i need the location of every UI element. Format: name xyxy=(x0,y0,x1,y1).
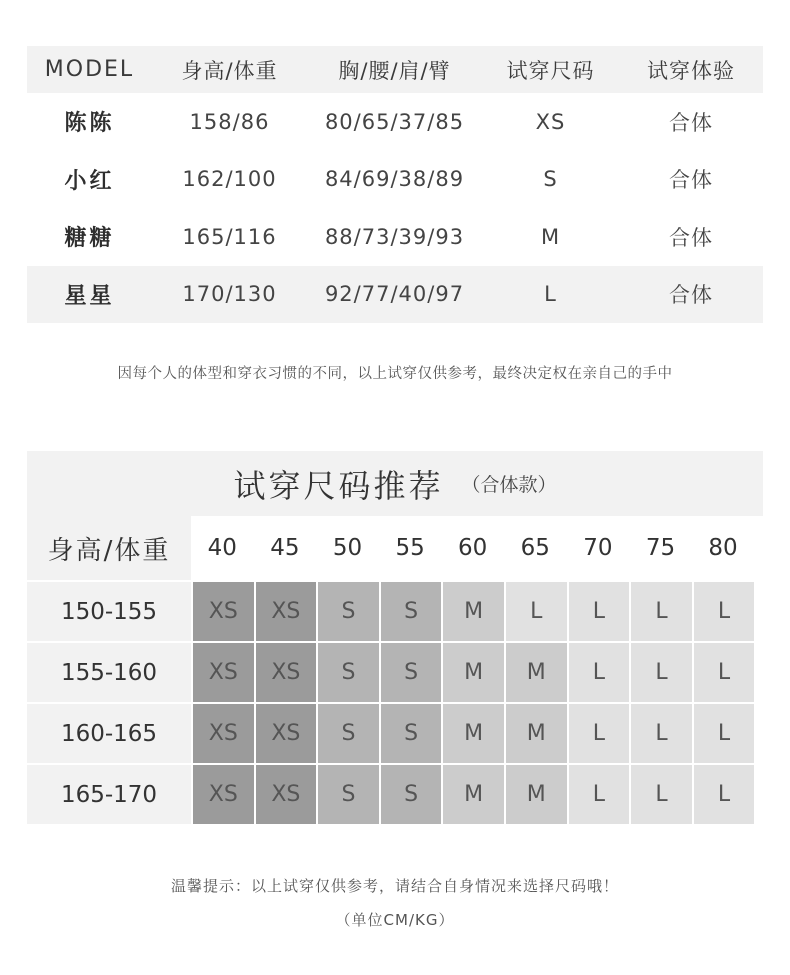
footer-unit: （单位CM/KG） xyxy=(335,911,455,929)
weight-label: 70 xyxy=(583,535,613,561)
model-measures: 92/77/40/97 xyxy=(324,282,465,307)
header-model: MODEL xyxy=(44,57,135,82)
height-range-label: 155-160 xyxy=(27,641,191,702)
row-header-label: 身高/体重 xyxy=(27,516,191,580)
size-cell: XS xyxy=(254,641,317,702)
model-name: 陈陈 xyxy=(64,111,115,137)
size-cell: XS xyxy=(254,580,317,641)
model-hw: 158/86 xyxy=(189,109,270,134)
header-measurements: 胸/腰/肩/臂 xyxy=(338,58,451,83)
weight-header-row xyxy=(27,516,763,580)
model-table xyxy=(27,46,763,323)
size-grid-row xyxy=(27,641,763,702)
size-cell: M xyxy=(504,702,567,763)
weight-label: 55 xyxy=(395,535,425,561)
recommendation-title: 试穿尺码推荐 xyxy=(233,466,444,505)
model-row xyxy=(27,151,763,209)
size-grid-row xyxy=(27,580,763,641)
model-measures: 84/69/38/89 xyxy=(324,167,465,192)
weight-label: 45 xyxy=(270,535,300,561)
size-grid-row xyxy=(27,763,763,824)
size-grid-row xyxy=(27,702,763,763)
weight-label: 60 xyxy=(458,535,488,561)
header-fit: 试穿体验 xyxy=(647,58,735,83)
size-cell: S xyxy=(379,580,442,641)
size-cell: L xyxy=(504,580,567,641)
size-cell: L xyxy=(692,763,755,824)
model-row xyxy=(27,93,763,151)
model-fit: 合体 xyxy=(669,283,713,308)
size-cell: L xyxy=(692,702,755,763)
size-cell: S xyxy=(379,641,442,702)
size-cell: L xyxy=(629,641,692,702)
size-cell: XS xyxy=(254,763,317,824)
size-cell: M xyxy=(504,641,567,702)
header-height-weight: 身高/体重 xyxy=(181,58,278,83)
recommendation-title-bar xyxy=(27,451,763,516)
model-hw: 165/116 xyxy=(182,224,277,249)
height-range-label: 160-165 xyxy=(27,702,191,763)
size-recommendation xyxy=(27,451,763,824)
size-cell: S xyxy=(316,580,379,641)
size-cell: L xyxy=(567,702,630,763)
footer-tip: 温馨提示：以上试穿仅供参考，请结合自身情况来选择尺码哦！ xyxy=(170,877,619,895)
model-hw: 162/100 xyxy=(182,167,277,192)
size-cell: M xyxy=(441,702,504,763)
model-measures: 80/65/37/85 xyxy=(324,109,465,134)
model-size: M xyxy=(540,224,561,249)
size-cell: S xyxy=(379,763,442,824)
size-cell: L xyxy=(567,763,630,824)
weight-label: 80 xyxy=(708,535,738,561)
size-cell: L xyxy=(692,580,755,641)
size-cell: XS xyxy=(191,763,254,824)
weight-label: 50 xyxy=(332,535,363,561)
header-size: 试穿尺码 xyxy=(506,58,595,83)
model-name: 星星 xyxy=(64,283,115,309)
model-row xyxy=(27,208,763,266)
model-name: 糖糖 xyxy=(64,226,115,252)
recommendation-subtitle: （合体款） xyxy=(461,474,557,496)
size-cell: S xyxy=(379,702,442,763)
size-cell: M xyxy=(441,641,504,702)
size-cell: XS xyxy=(191,702,254,763)
model-name: 小红 xyxy=(64,168,115,194)
weight-label: 65 xyxy=(520,535,550,561)
size-cell: M xyxy=(441,763,504,824)
height-range-label: 165-170 xyxy=(27,763,191,824)
model-hw: 170/130 xyxy=(182,282,277,307)
size-cell: L xyxy=(629,702,692,763)
model-size: L xyxy=(544,282,557,307)
size-cell: M xyxy=(441,580,504,641)
model-fit: 合体 xyxy=(669,225,713,250)
fit-disclaimer: 因每个人的体型和穿衣习惯的不同，以上试穿仅供参考，最终决定权在亲自己的手中 xyxy=(117,366,673,382)
size-cell: L xyxy=(567,641,630,702)
size-cell: L xyxy=(567,580,630,641)
size-cell: L xyxy=(629,763,692,824)
weight-label: 40 xyxy=(207,535,237,561)
weight-label: 75 xyxy=(645,535,676,561)
model-table-header xyxy=(27,46,763,93)
size-cell: S xyxy=(316,763,379,824)
size-cell: M xyxy=(504,763,567,824)
model-size: XS xyxy=(535,109,566,134)
model-fit: 合体 xyxy=(669,168,713,193)
model-size: S xyxy=(543,167,558,192)
model-measures: 88/73/39/93 xyxy=(324,224,465,249)
size-cell: L xyxy=(629,580,692,641)
size-cell: XS xyxy=(254,702,317,763)
size-cell: L xyxy=(692,641,755,702)
model-fit: 合体 xyxy=(669,110,713,135)
size-cell: S xyxy=(316,702,379,763)
size-cell: XS xyxy=(191,641,254,702)
model-row xyxy=(27,266,763,324)
size-cell: S xyxy=(316,641,379,702)
height-range-label: 150-155 xyxy=(27,580,191,641)
size-cell: XS xyxy=(191,580,254,641)
